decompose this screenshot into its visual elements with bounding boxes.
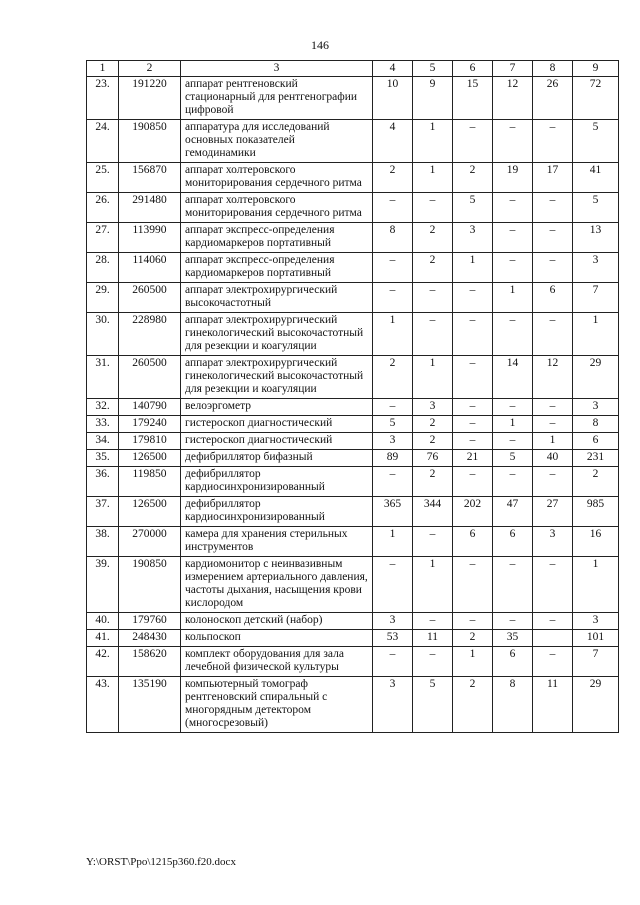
value-cell: 8 [373, 223, 413, 253]
table-row [87, 313, 619, 356]
row-number-cell: 33. [87, 416, 119, 433]
code-cell: 179240 [119, 416, 181, 433]
value-cell: 3 [573, 613, 619, 630]
code-cell: 190850 [119, 120, 181, 163]
value-cell: 1 [413, 356, 453, 399]
code-cell: 179760 [119, 613, 181, 630]
table-body [87, 61, 619, 733]
value-cell: 1 [453, 647, 493, 677]
name-cell: аппарат рентгеновский стационарный для рентгенографии цифровой [181, 77, 373, 120]
value-cell: – [533, 399, 573, 416]
name-cell: аппарат электрохирургический гинекологический высокочастотный для резекции и коагуляции [181, 313, 373, 356]
value-cell: – [533, 193, 573, 223]
value-cell: – [373, 253, 413, 283]
value-cell: 3 [373, 433, 413, 450]
value-cell: 17 [533, 163, 573, 193]
row-number-cell: 43. [87, 677, 119, 733]
table-row [87, 527, 619, 557]
value-cell: – [373, 399, 413, 416]
value-cell: 6 [573, 433, 619, 450]
value-cell: – [413, 193, 453, 223]
code-cell: 190850 [119, 557, 181, 613]
value-cell: – [533, 120, 573, 163]
row-number-cell: 42. [87, 647, 119, 677]
value-cell: – [453, 399, 493, 416]
name-cell: компьютерный томограф рентгеновский спиральный с многорядным детектором (многосрезовый) [181, 677, 373, 733]
value-cell: – [453, 467, 493, 497]
value-cell: 19 [493, 163, 533, 193]
value-cell: 7 [573, 647, 619, 677]
value-cell: 5 [573, 193, 619, 223]
name-cell: аппарат холтеровского мониторирования сердечного ритма [181, 163, 373, 193]
value-cell: 2 [573, 467, 619, 497]
row-number-cell: 24. [87, 120, 119, 163]
header-cell: 1 [87, 61, 119, 77]
name-cell: кольпоскоп [181, 630, 373, 647]
value-cell: 14 [493, 356, 533, 399]
value-cell: 11 [413, 630, 453, 647]
code-cell: 248430 [119, 630, 181, 647]
row-number-cell: 28. [87, 253, 119, 283]
row-number-cell: 32. [87, 399, 119, 416]
code-cell: 228980 [119, 313, 181, 356]
value-cell: 35 [493, 630, 533, 647]
value-cell: – [453, 313, 493, 356]
table-row [87, 433, 619, 450]
name-cell: аппарат экспресс-определения кардиомаркеров портативный [181, 253, 373, 283]
value-cell: 29 [573, 677, 619, 733]
value-cell: 13 [573, 223, 619, 253]
value-cell: 1 [573, 557, 619, 613]
table-row [87, 467, 619, 497]
name-cell: велоэргометр [181, 399, 373, 416]
code-cell: 126500 [119, 497, 181, 527]
value-cell: – [533, 613, 573, 630]
value-cell: 5 [413, 677, 453, 733]
name-cell: дефибриллятор бифазный [181, 450, 373, 467]
table-row [87, 223, 619, 253]
header-cell: 7 [493, 61, 533, 77]
header-cell: 5 [413, 61, 453, 77]
table-header-row [87, 61, 619, 77]
page-number: 146 [311, 38, 329, 52]
row-number-cell: 26. [87, 193, 119, 223]
value-cell: 53 [373, 630, 413, 647]
value-cell [533, 630, 573, 647]
value-cell: – [493, 613, 533, 630]
value-cell: 2 [413, 223, 453, 253]
value-cell: 26 [533, 77, 573, 120]
value-cell: 3 [573, 399, 619, 416]
code-cell: 140790 [119, 399, 181, 416]
value-cell: 3 [453, 223, 493, 253]
value-cell: – [533, 313, 573, 356]
value-cell: 2 [413, 253, 453, 283]
value-cell: – [493, 193, 533, 223]
value-cell: 3 [573, 253, 619, 283]
value-cell: 3 [413, 399, 453, 416]
value-cell: – [493, 467, 533, 497]
value-cell: 2 [413, 467, 453, 497]
value-cell: – [533, 223, 573, 253]
table-row [87, 356, 619, 399]
value-cell: – [373, 193, 413, 223]
table-row [87, 677, 619, 733]
value-cell: – [453, 416, 493, 433]
value-cell: 5 [453, 193, 493, 223]
value-cell: 1 [373, 313, 413, 356]
row-number-cell: 29. [87, 283, 119, 313]
value-cell: 7 [573, 283, 619, 313]
name-cell: камера для хранения стерильных инструментов [181, 527, 373, 557]
value-cell: 3 [373, 677, 413, 733]
row-number-cell: 30. [87, 313, 119, 356]
value-cell: – [493, 433, 533, 450]
name-cell: гистероскоп диагностический [181, 416, 373, 433]
value-cell: – [413, 613, 453, 630]
value-cell: 6 [493, 647, 533, 677]
name-cell: аппарат электрохирургический гинекологический высокочастотный для резекции и коагуляции [181, 356, 373, 399]
name-cell: колоноскоп детский (набор) [181, 613, 373, 630]
value-cell: – [453, 557, 493, 613]
row-number-cell: 41. [87, 630, 119, 647]
value-cell: – [373, 557, 413, 613]
row-number-cell: 37. [87, 497, 119, 527]
value-cell: 2 [453, 677, 493, 733]
table-row [87, 450, 619, 467]
value-cell: 72 [573, 77, 619, 120]
value-cell: 985 [573, 497, 619, 527]
table-row [87, 613, 619, 630]
value-cell: – [493, 223, 533, 253]
value-cell: 47 [493, 497, 533, 527]
value-cell: 15 [453, 77, 493, 120]
value-cell: 365 [373, 497, 413, 527]
row-number-cell: 40. [87, 613, 119, 630]
code-cell: 179810 [119, 433, 181, 450]
value-cell: 9 [413, 77, 453, 120]
value-cell: – [413, 313, 453, 356]
value-cell: – [373, 283, 413, 313]
header-cell: 3 [181, 61, 373, 77]
row-number-cell: 25. [87, 163, 119, 193]
table-row [87, 253, 619, 283]
value-cell: 1 [493, 283, 533, 313]
value-cell: 6 [533, 283, 573, 313]
value-cell: – [533, 467, 573, 497]
name-cell: дефибриллятор кардиосинхронизированный [181, 497, 373, 527]
value-cell: – [533, 647, 573, 677]
value-cell: 3 [533, 527, 573, 557]
value-cell: – [533, 416, 573, 433]
value-cell: – [373, 467, 413, 497]
table-row [87, 497, 619, 527]
code-cell: 156870 [119, 163, 181, 193]
value-cell: – [493, 399, 533, 416]
name-cell: дефибриллятор кардиосинхронизированный [181, 467, 373, 497]
row-number-cell: 39. [87, 557, 119, 613]
name-cell: гистероскоп диагностический [181, 433, 373, 450]
table-row [87, 416, 619, 433]
row-number-cell: 38. [87, 527, 119, 557]
table-row [87, 120, 619, 163]
value-cell: 2 [453, 630, 493, 647]
name-cell: комплект оборудования для зала лечебной физической культуры [181, 647, 373, 677]
row-number-cell: 31. [87, 356, 119, 399]
value-cell: 101 [573, 630, 619, 647]
row-number-cell: 35. [87, 450, 119, 467]
header-cell: 4 [373, 61, 413, 77]
equipment-table [86, 60, 619, 733]
value-cell: – [533, 557, 573, 613]
value-cell: 1 [493, 416, 533, 433]
name-cell: аппаратура для исследований основных показателей гемодинамики [181, 120, 373, 163]
value-cell: 2 [373, 356, 413, 399]
value-cell: 1 [413, 557, 453, 613]
header-cell: 2 [119, 61, 181, 77]
value-cell: 8 [573, 416, 619, 433]
table-row [87, 163, 619, 193]
value-cell: 231 [573, 450, 619, 467]
value-cell: 5 [493, 450, 533, 467]
value-cell: 41 [573, 163, 619, 193]
name-cell: аппарат экспресс-определения кардиомаркеров портативный [181, 223, 373, 253]
value-cell: – [453, 120, 493, 163]
value-cell: 1 [413, 120, 453, 163]
value-cell: – [453, 356, 493, 399]
row-number-cell: 27. [87, 223, 119, 253]
value-cell: 2 [373, 163, 413, 193]
value-cell: 10 [373, 77, 413, 120]
value-cell: 5 [373, 416, 413, 433]
value-cell: – [493, 557, 533, 613]
table-row [87, 283, 619, 313]
value-cell: 4 [373, 120, 413, 163]
value-cell: 6 [493, 527, 533, 557]
table-row [87, 647, 619, 677]
name-cell: аппарат холтеровского мониторирования сердечного ритма [181, 193, 373, 223]
value-cell: – [493, 253, 533, 283]
value-cell: – [413, 283, 453, 313]
table-row [87, 77, 619, 120]
code-cell: 260500 [119, 356, 181, 399]
value-cell: – [373, 647, 413, 677]
row-number-cell: 34. [87, 433, 119, 450]
code-cell: 191220 [119, 77, 181, 120]
value-cell: 12 [493, 77, 533, 120]
value-cell: 344 [413, 497, 453, 527]
value-cell: 40 [533, 450, 573, 467]
value-cell: 21 [453, 450, 493, 467]
code-cell: 260500 [119, 283, 181, 313]
value-cell: 3 [373, 613, 413, 630]
value-cell: – [413, 647, 453, 677]
value-cell: 1 [573, 313, 619, 356]
value-cell: 2 [413, 433, 453, 450]
header-cell: 9 [573, 61, 619, 77]
table-row [87, 193, 619, 223]
value-cell: 11 [533, 677, 573, 733]
name-cell: аппарат электрохирургический высокочастотный [181, 283, 373, 313]
value-cell: – [453, 613, 493, 630]
value-cell: 27 [533, 497, 573, 527]
code-cell: 291480 [119, 193, 181, 223]
value-cell: 16 [573, 527, 619, 557]
value-cell: 8 [493, 677, 533, 733]
code-cell: 126500 [119, 450, 181, 467]
code-cell: 113990 [119, 223, 181, 253]
value-cell: 1 [413, 163, 453, 193]
value-cell: – [453, 283, 493, 313]
value-cell: 1 [453, 253, 493, 283]
value-cell: 1 [533, 433, 573, 450]
value-cell: 1 [373, 527, 413, 557]
table-row [87, 630, 619, 647]
table-row [87, 399, 619, 416]
value-cell: 2 [413, 416, 453, 433]
row-number-cell: 36. [87, 467, 119, 497]
value-cell: 6 [453, 527, 493, 557]
header-cell: 6 [453, 61, 493, 77]
value-cell: 29 [573, 356, 619, 399]
value-cell: 76 [413, 450, 453, 467]
code-cell: 119850 [119, 467, 181, 497]
code-cell: 270000 [119, 527, 181, 557]
value-cell: – [493, 120, 533, 163]
table-row [87, 557, 619, 613]
value-cell: – [493, 313, 533, 356]
code-cell: 114060 [119, 253, 181, 283]
code-cell: 158620 [119, 647, 181, 677]
value-cell: – [533, 253, 573, 283]
file-path-footer: Y:\ORST\Ppo\1215p360.f20.docx [86, 856, 236, 868]
code-cell: 135190 [119, 677, 181, 733]
header-cell: 8 [533, 61, 573, 77]
value-cell: 89 [373, 450, 413, 467]
row-number-cell: 23. [87, 77, 119, 120]
value-cell: – [453, 433, 493, 450]
value-cell: 12 [533, 356, 573, 399]
value-cell: 202 [453, 497, 493, 527]
value-cell: 2 [453, 163, 493, 193]
value-cell: – [413, 527, 453, 557]
value-cell: 5 [573, 120, 619, 163]
name-cell: кардиомонитор с неинвазивным измерением артериального давления, частоты дыхания, насыщения крови кислородом [181, 557, 373, 613]
